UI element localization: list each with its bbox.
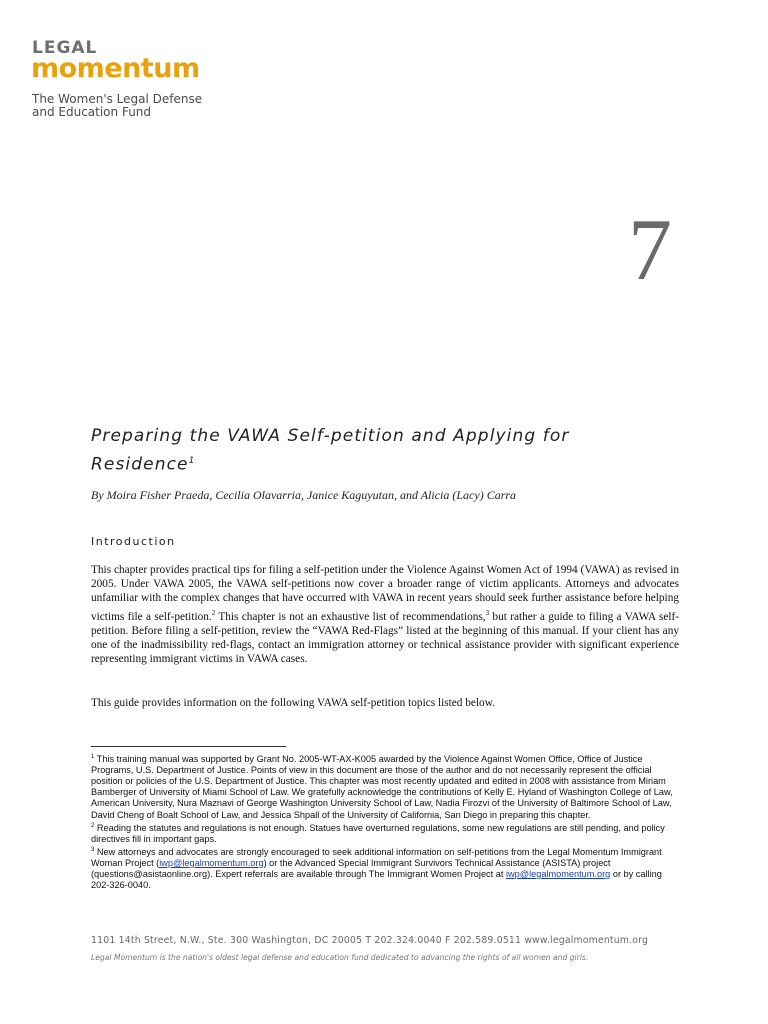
- logo-tagline-line2: and Education Fund: [32, 105, 152, 119]
- footnote-ref-1[interactable]: 1: [188, 456, 196, 466]
- footnote-2-number: 2: [91, 822, 95, 829]
- footnote-ref-2[interactable]: 2: [211, 608, 216, 617]
- footnote-3-number: 3: [91, 846, 95, 853]
- footer-mission: Legal Momentum is the nation's oldest legal defense and education fund dedicated to advancing the rights of all women and girls.: [91, 953, 589, 962]
- footnote-1-text: This training manual was supported by Grant No. 2005-WT-AX-K005 awarded by the Violence Against Women Office, Office of Justice Programs, U.S. Department of Justice. Points of view in this document are those of the author and do not necessarily represent the official position or policies of the U.S. Department of Justice. This chapter was most recently updated and edited in 2008 with assistance from Miriam Bamberger of University of Miami School of Law. We gratefully acknowledge the contributions of Kelly E. Hyland of Washington College of Law, American University, Nura Maznavi of George Washington University School of Law, Nadia Firozvi of the University of Baltimore School of Law, David Cheng of Boalt School of Law, and Jessica Shpall of the University of California, San Diego in preparing this chapter.: [91, 754, 673, 820]
- intro-paragraph-part-c: but rather a guide to filing a VAWA self-petition. Before filing a self-petition, review the “VAWA Red-Flags” listed at the beginning of this manual. If your client has any one of the inadmissibility red-flags, contact an immigration attorney or technical assistance provider with significant experience representing immigrant victims in VAWA cases.: [91, 610, 679, 665]
- footnote-1: [91, 752, 681, 821]
- logo-legal-text: LEGAL: [32, 38, 98, 58]
- footnote-3: [91, 845, 681, 891]
- section-heading-introduction: Introduction: [91, 535, 176, 548]
- footnote-2-text: Reading the statutes and regulations is not enough. Statues have overturned regulations, some new regulations are still pending, and policy directives fill in important gaps.: [91, 822, 665, 844]
- logo-tagline: [32, 93, 202, 119]
- chapter-title: [91, 424, 611, 478]
- logo-momentum-text: momentum: [31, 53, 200, 84]
- iwp-email-link[interactable]: iwp@legalmomentum.org: [159, 858, 264, 869]
- chapter-number: 7: [628, 202, 672, 299]
- intro-paragraph-part-a: This chapter provides practical tips for filing a self-petition under the Violence Against Women Act of 1994 (VAWA) as revised in 2005. Under VAWA 2005, the VAWA self-petitions now cover a broader range of victim applicants. Attorneys and advocates unfamiliar with the complex changes that have occurred with VAWA in recent years should seek further assistance before helping victims file a self-petition.: [91, 564, 679, 623]
- topics-paragraph: This guide provides information on the following VAWA self-petition topics listed below.: [91, 697, 495, 709]
- footnotes: [91, 752, 681, 891]
- chapter-title-text: Preparing the VAWA Self-petition and Applying for Residence: [91, 426, 570, 475]
- footnote-2: [91, 821, 681, 845]
- footnote-divider: [91, 746, 286, 747]
- footnote-3-text-c: or by calling 202-326-0040.: [91, 869, 662, 891]
- intro-paragraph: [91, 563, 679, 666]
- intro-paragraph-part-b: This chapter is not an exhaustive list of recommendations,: [215, 610, 486, 623]
- logo-tagline-line1: The Women's Legal Defense: [32, 92, 203, 106]
- footnote-ref-3[interactable]: 3: [485, 608, 490, 617]
- footnote-3-text-a: New attorneys and advocates are strongly encouraged to seek additional information on self-petitions from the Legal Momentum Immigrant Woman Project (: [91, 846, 662, 869]
- footnote-3-text-b: ) or the Advanced Special Immigrant Survivors Technical Assistance (ASISTA) project (questions@asistaonline.org). Expert referrals are available through The Immigrant Women Project at: [91, 858, 611, 880]
- footnote-1-number: 1: [91, 754, 95, 760]
- iwp-email-link-2[interactable]: iwp@legalmomentum.org: [505, 869, 611, 880]
- authors-byline: By Moira Fisher Praeda, Cecilia Olavarria, Janice Kaguyutan, and Alicia (Lacy) Carra: [91, 488, 517, 502]
- footer-address: 1101 14th Street, N.W., Ste. 300 Washington, DC 20005 T 202.324.0040 F 202.589.0511 www.legalmomentum.org: [91, 935, 649, 946]
